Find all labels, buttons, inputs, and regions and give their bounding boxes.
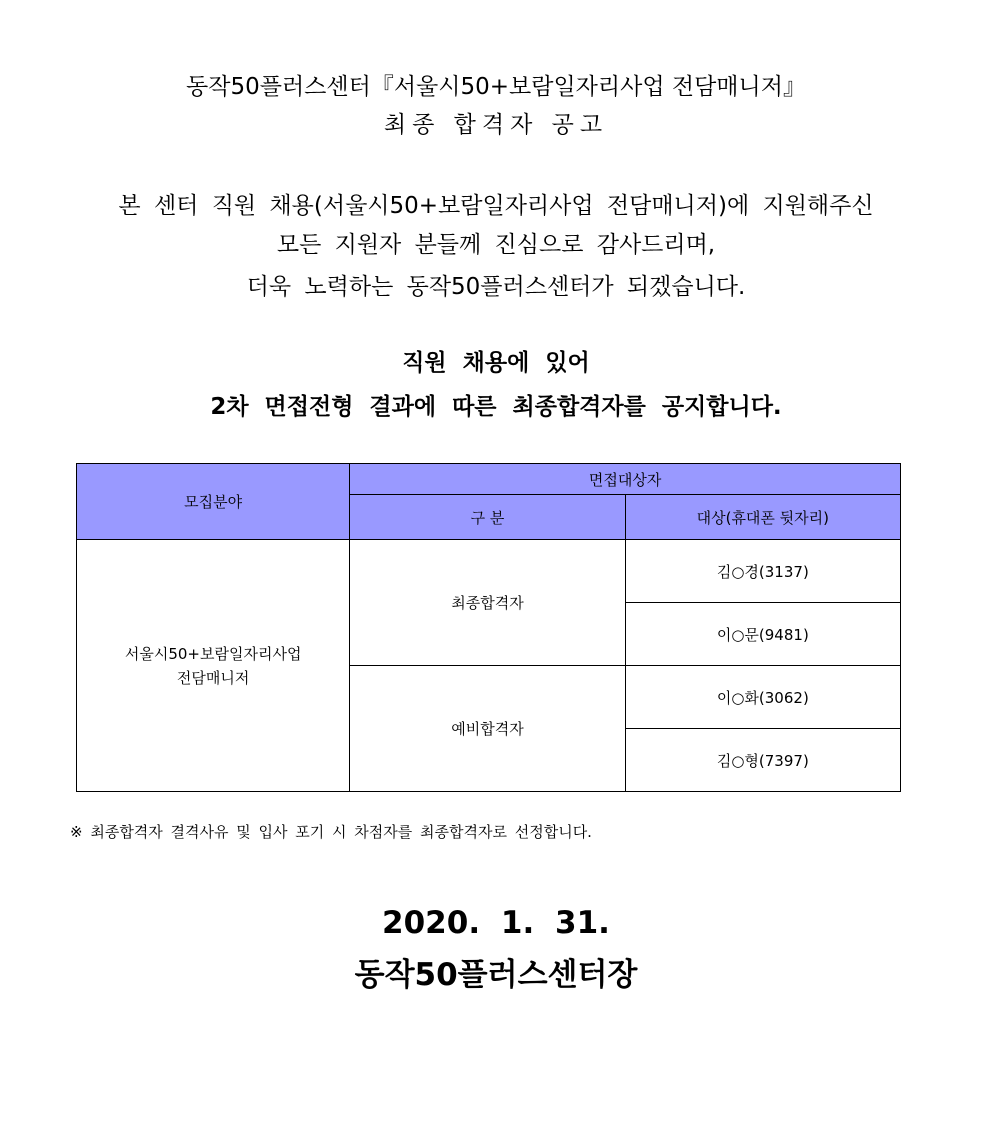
announcement-date: 2020. 1. 31. — [382, 905, 610, 941]
signer: 동작50플러스센터장 — [354, 957, 638, 993]
intro-line-1: 본 센터 직원 채용(서울시50+보람일자리사업 전담매니저)에 지원해주신 — [118, 193, 874, 219]
notice-line-1: 직원 채용에 있어 — [402, 350, 590, 376]
footnote: ※ 최종합격자 결격사유 및 입사 포기 시 차점자를 최종합격자로 선정합니다. — [70, 823, 592, 841]
group-label-final: 최종합격자 — [350, 540, 625, 666]
header-field: 모집분야 — [77, 464, 350, 540]
intro-line-2: 모든 지원자 분들께 진심으로 감사드리며, — [276, 232, 716, 258]
notice-line-2: 2차 면접전형 결과에 따른 최종합격자를 공지합니다. — [210, 394, 782, 420]
header-interviewees: 면접대상자 — [350, 464, 901, 495]
results-table — [76, 463, 901, 792]
group-label-reserve: 예비합격자 — [350, 666, 625, 792]
person-cell: 김○경(3137) — [625, 540, 900, 603]
person-cell: 이○문(9481) — [625, 603, 900, 666]
person-cell: 김○형(7397) — [625, 729, 900, 792]
field-line-1: 서울시50+보람일자리사업 — [124, 644, 302, 663]
header-category: 구 분 — [350, 495, 625, 540]
header-target: 대상(휴대폰 뒷자리) — [625, 495, 900, 540]
table-row — [77, 540, 901, 603]
person-cell: 이○화(3062) — [625, 666, 900, 729]
field-cell — [77, 540, 350, 792]
table-header-row — [77, 464, 901, 495]
field-line-2: 전담매니저 — [176, 668, 250, 687]
page-title: 동작50플러스센터『서울시50+보람일자리사업 전담매니저』 — [186, 74, 806, 100]
intro-line-3: 더욱 노력하는 동작50플러스센터가 되겠습니다. — [246, 274, 746, 300]
page-subtitle: 최종 합격자 공고 — [383, 112, 609, 138]
